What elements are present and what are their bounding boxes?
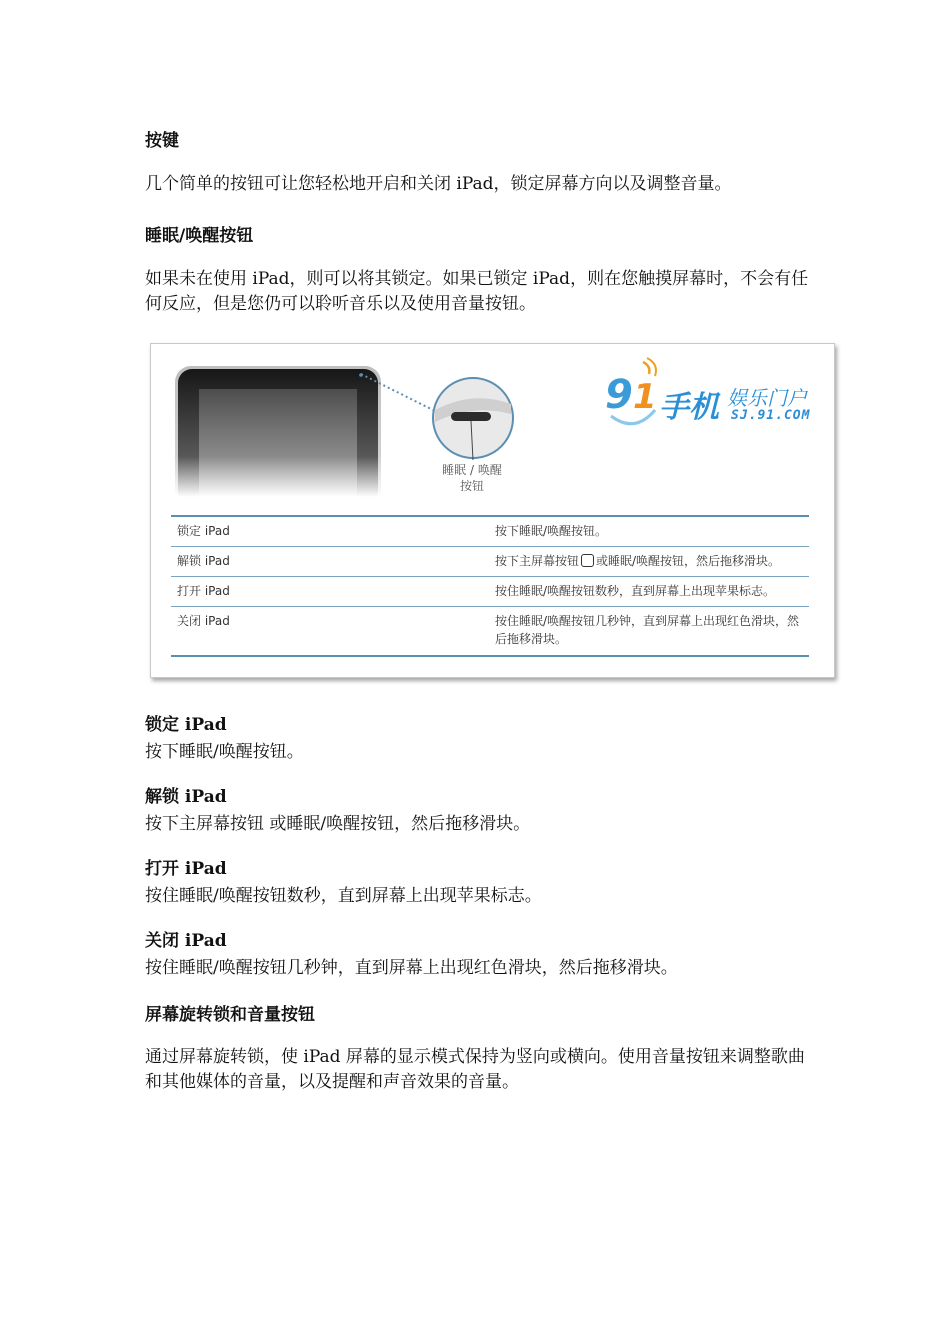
action-desc: 按住睡眠/唤醒按钮几秒钟，直到屏幕上出现红色滑块，然后拖移滑块。 (145, 958, 678, 978)
buttons-intro: 几个简单的按钮可让您轻松地开启和关闭 iPad，锁定屏幕方向以及调整音量。 (145, 174, 732, 194)
rotation-body: 通过屏幕旋转锁，使 iPad 屏幕的显示模式保持为竖向或横向。使用音量按钮来调整歌曲和其他媒体的音量，以及提醒和声音效果的音量。 (145, 1047, 805, 1092)
action-list (145, 854, 542, 906)
table-desc: 按住睡眠/唤醒按钮几秒钟，直到屏幕上出现红色滑块，然后拖移滑块。 (495, 614, 800, 646)
sleep-intro: 如果未在使用 iPad，则可以将其锁定。如果已锁定 iPad，则在您触摸屏幕时，不会有任何反应，但是您仍可以聆听音乐以及使用音量按钮。 (145, 269, 809, 314)
table-action: 锁定 iPad (177, 524, 230, 538)
table-rule (171, 546, 809, 547)
home-button-icon (581, 554, 594, 567)
logo-text: 手机 (659, 390, 719, 425)
table-action: 打开 iPad (177, 584, 230, 598)
action-list (145, 710, 304, 762)
sleep-wake-magnifier (429, 374, 517, 462)
action-term: 解锁 iPad (145, 787, 227, 807)
callout-line (351, 364, 441, 414)
rotation-heading: 屏幕旋转锁和音量按钮 (145, 1005, 315, 1025)
table-row (171, 518, 809, 546)
watermark-logo (603, 356, 823, 436)
table-desc (495, 552, 805, 570)
action-desc: 按下主屏幕按钮 或睡眠/唤醒按钮，然后拖移滑块。 (145, 814, 531, 834)
logo-sub: 娱乐门户 (727, 386, 807, 410)
ipad-buttons-figure (150, 343, 835, 678)
action-term: 关闭 iPad (145, 931, 227, 951)
action-term: 打开 iPad (145, 859, 227, 879)
logo-91-mark-icon (603, 356, 663, 434)
action-list (145, 926, 678, 978)
sleep-heading: 睡眠/唤醒按钮 (145, 226, 254, 246)
table-rule (171, 576, 809, 577)
svg-text:1: 1 (633, 377, 657, 417)
callout-label (433, 462, 511, 494)
table-action: 解锁 iPad (177, 554, 230, 568)
table-desc: 按下睡眠/唤醒按钮。 (495, 524, 608, 538)
logo-domain: SJ.91.COM (731, 408, 811, 423)
table-desc-before: 按下主屏幕按钮 (495, 554, 580, 568)
action-term: 锁定 iPad (145, 715, 227, 735)
table-rule-top (171, 515, 809, 517)
action-list (145, 782, 530, 834)
table-desc: 按住睡眠/唤醒按钮数秒，直到屏幕上出现苹果标志。 (495, 584, 776, 598)
table-action: 关闭 iPad (177, 614, 230, 628)
action-desc: 按下睡眠/唤醒按钮。 (145, 742, 304, 762)
action-desc: 按住睡眠/唤醒按钮数秒，直到屏幕上出现苹果标志。 (145, 886, 542, 906)
table-row (171, 578, 809, 606)
callout-label-line1: 睡眠 / 唤醒 (442, 463, 502, 477)
table-row (171, 548, 809, 576)
table-desc-after: 或睡眠/唤醒按钮，然后拖移滑块。 (596, 554, 781, 568)
table-rule-bottom (171, 655, 809, 657)
table-row (171, 608, 809, 652)
table-rule (171, 606, 809, 607)
buttons-heading: 按键 (145, 131, 179, 151)
callout-label-line2: 按钮 (459, 479, 484, 493)
svg-text:9: 9 (605, 372, 633, 418)
